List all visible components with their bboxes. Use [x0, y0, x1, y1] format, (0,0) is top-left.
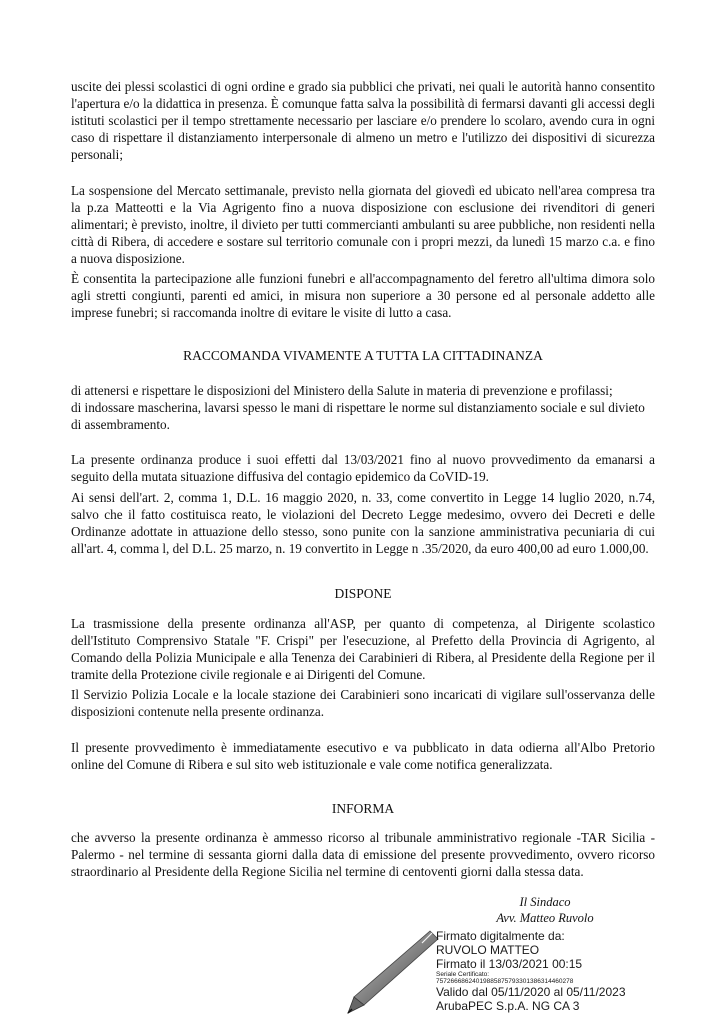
- signature-signer: RUVOLO MATTEO: [436, 943, 540, 957]
- paragraph-funerals: È consentita la partecipazione alle funzioni funebri e all'accompagnamento del feretro all'ultima dimora solo agli stretti congiunti, parenti ed amici, in misura non superiore a 30 persone ed al personale addetto alle imprese funebri; si raccomanda inoltre di evitare le visite di lutto a casa.: [71, 271, 655, 320]
- paragraph-police: Il Servizio Polizia Locale e la locale stazione dei Carabinieri sono incaricati di vigilare sull'osservanza delle disposizioni contenute nella presente ordinanza.: [71, 687, 655, 719]
- paragraph-health-rules: di attenersi e rispettare le disposizioni del Ministero della Salute in materia di prevenzione e profilassi;: [71, 383, 613, 398]
- paragraph-appeal: che avverso la presente ordinanza è ammesso ricorso al tribunale amministrativo regionale -TAR Sicilia - Palermo - nel termine di sessanta giorni dalla data di emissione del presente provvedimento, ovvero ricorso straordinario al Presidente della Regione Sicilia nel termine di centoventi giorni dalla stessa data.: [71, 830, 655, 879]
- signer-name: Avv. Matteo Ruvolo: [496, 911, 594, 925]
- digital-signature-pen-icon: [330, 925, 440, 1017]
- paragraph-sanctions: Ai sensi dell'art. 2, comma 1, D.L. 16 maggio 2020, n. 33, come convertito in Legge 14 luglio 2020, n.74, salvo che il fatto costituisca reato, le violazioni del Decreto Legge medesimo, ovvero dei Decreti e delle Ordinanze adottate in attuazione dello stesso, sono punite con la sanzione amministrativa pecuniaria di cui all'art. 4, comma l, del D.L. 25 marzo, n. 19 convertito in Legge n .35/2020, da euro 400,00 ad euro 1.000,00.: [71, 490, 655, 556]
- paragraph-weekly-market: La sospensione del Mercato settimanale, previsto nella giornata del giovedì ed ubicato nell'area compresa tra la p.za Matteotti e la Via Agrigento fino a nuova disposizione con esclusione dei rivenditori di generi alimentari; è previsto, inoltre, il divieto per tutti commercianti ambulanti su aree pubbliche, non residenti nella città di Ribera, di accedere e sostare sul territorio comunale con i propri mezzi, da lunedì 15 marzo c.a. e fino a nuova disposizione.: [71, 183, 655, 266]
- paragraph-masks: di indossare mascherina, lavarsi spesso le mani di rispettare le norme sul distanziamento sociale e sul divieto di assembramento.: [71, 400, 645, 432]
- paragraph-effective-date: La presente ordinanza produce i suoi effetti dal 13/03/2021 fino al nuovo provvedimento da emanarsi a seguito della mutata situazione diffusiva del contagio epidemico da CoVID-19.: [71, 452, 655, 484]
- signature-validity: Valido dal 05/11/2020 al 05/11/2023: [436, 985, 626, 999]
- signature-date: Firmato il 13/03/2021 00:15: [436, 957, 583, 971]
- signature-serial: 75726668624019885875793301386314460278: [436, 978, 574, 985]
- signature-serial-label: Seriale Certificato:: [436, 971, 490, 978]
- paragraph-transmission: La trasmissione della presente ordinanza all'ASP, per quanto di competenza, al Dirigente scolastico dell'Istituto Comprensivo Statale "F. Crispi" per l'esecuzione, al Prefetto della Provincia di Agrigento, al Comando della Polizia Municipale e alla Tenenza dei Carabinieri di Ribera, al Presidente della Regione per il tramite della Protezione civile regionale e ai Dirigenti del Comune.: [71, 616, 655, 682]
- heading-informa: INFORMA: [331, 801, 395, 816]
- signature-issuer: ArubaPEC S.p.A. NG CA 3: [436, 999, 580, 1013]
- signer-title: Il Sindaco: [519, 895, 571, 909]
- digital-signature-block: [436, 929, 676, 1013]
- signature-line-1: Firmato digitalmente da:: [436, 929, 565, 943]
- heading-dispone: DISPONE: [334, 586, 392, 601]
- heading-raccomanda: RACCOMANDA VIVAMENTE A TUTTA LA CITTADINANZA: [183, 348, 543, 363]
- paragraph-publication: Il presente provvedimento è immediatamente esecutivo e va pubblicato in data odierna all'Albo Pretorio online del Comune di Ribera e sul sito web istituzionale e vale come notifica generalizzata.: [71, 740, 655, 772]
- paragraph-school-exits: uscite dei plessi scolastici di ogni ordine e grado sia pubblici che privati, nei quali le autorità hanno consentito l'apertura e/o la didattica in presenza. È comunque fatta salva la possibilità di fermarsi davanti gli accessi degli istituti scolastici per il tempo strettamente necessario per lasciare e/o prendere lo scolaro, avendo cura in ogni caso di rispettare il distanziamento interpersonale di almeno un metro e l'utilizzo dei dispositivi di sicurezza personali;: [71, 79, 655, 162]
